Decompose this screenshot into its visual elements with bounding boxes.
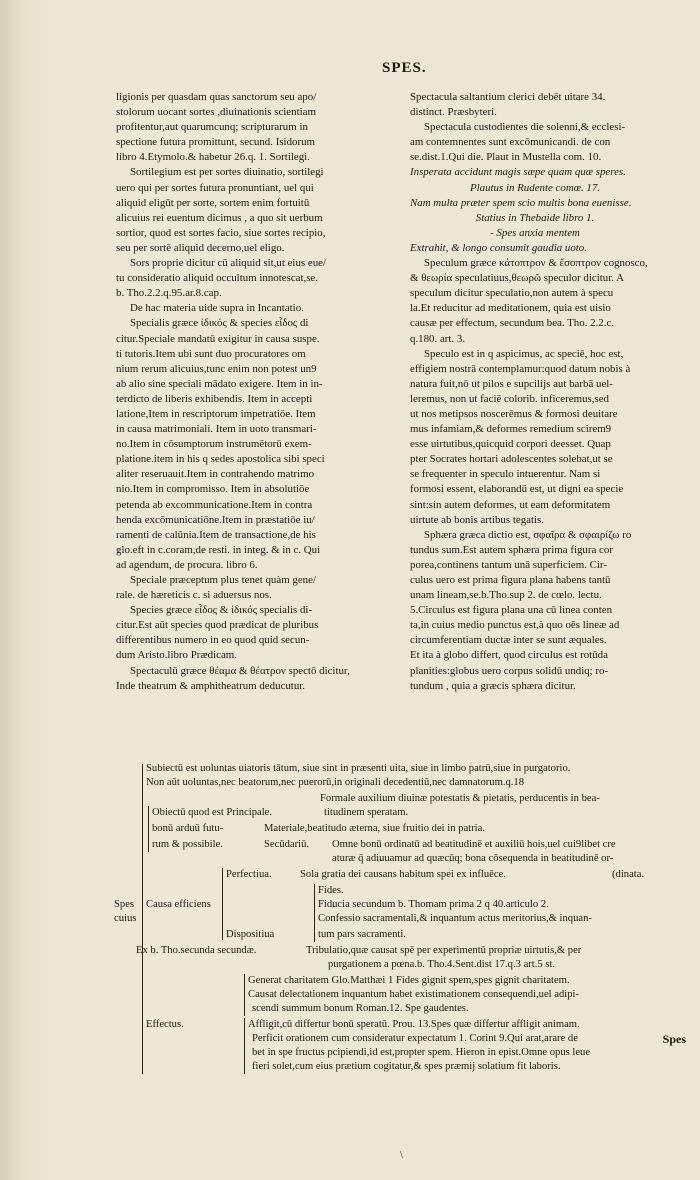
tree-line: Tribulatio,quæ causat spē per experimentū propriæ uirtutis,& per: [306, 945, 582, 956]
text-line: uirtute ab bonis artibus tegatis.: [410, 513, 544, 526]
tree-line: Non aūt uoluntas,nec beatorum,nec puerorū,in originali decedentiū,nec damnatorum.q.18: [146, 777, 525, 788]
text-line: ab alio sine speciali mādato exigere. Item in in-: [116, 377, 323, 390]
text-line: nium rerum alicuius,tunc enim non potest un9: [116, 362, 317, 375]
text-line: uero qui per sortes futura pronuntiant, uel qui: [116, 181, 314, 194]
text-line: Spectacula saltantium clerici debēt uitare 34.: [410, 91, 606, 103]
text-line: dum Aristo.libro Prædicam.: [116, 649, 238, 662]
text-line: b. Tho.2.2.q.95.ar.8.cap.: [116, 287, 222, 300]
text-line: Sors proprie dicitur cū aliquid sit,ut eius eue/: [130, 257, 326, 270]
brace: [142, 764, 143, 792]
tree-line: Sola gratia dei causans habitum spei ex influēce.: [300, 869, 506, 880]
tree-line: Secūdariū.: [264, 839, 310, 850]
text-line: Species græce εἶδος & ἰδικός specialis di-: [130, 604, 313, 617]
tree-line: Fiducia secundum b. Thomam prima 2 q 40.articulo 2.: [318, 899, 549, 910]
text-line: Insperata accidunt magis sæpe quam quæ speres.: [410, 166, 626, 179]
tree-line: rum & possibile.: [152, 839, 223, 850]
tree-line: Causat delectationem inquantum habet existimationem consequendi,uel adipi-: [248, 989, 579, 1000]
text-line: aliter reseruauit.Item in contrahendo matrimo: [116, 468, 315, 481]
catchword: Spes: [662, 1032, 686, 1046]
text-line: se.dist.1.Qui die. Plaut in Mustella com. 10.: [410, 151, 602, 164]
brace: [222, 868, 223, 940]
tree-line: Fides.: [318, 885, 344, 896]
brace: [314, 884, 315, 942]
text-line: henda excōmunicatiōne.Item in præstatiōe iu/: [116, 513, 315, 526]
text-line: Speciale præceptum plus tenet quàm gene/: [130, 574, 316, 586]
text-line: terdicto de liberis exhibendis. Item in accepti: [116, 392, 313, 405]
text-line: Spectaculū græce θέαμα & θέατρον spectō dicitur,: [130, 664, 350, 677]
tree-line: Ex b. Tho.secunda secundæ.: [136, 945, 257, 956]
text-line: Statius in Thebaide libro 1.: [475, 211, 595, 224]
text-line: mus infamiam,& deformes remedium scirem9: [410, 423, 612, 436]
tree-label-cuius: cuius: [114, 913, 137, 924]
tree-line: bonū arduū futu-: [152, 823, 224, 834]
brace: [142, 792, 143, 1074]
text-line: & θεωρία speculatiuus,θεωρῶ speculor dicitur. A: [410, 272, 624, 285]
text-line: Specialis græce ἰδικός & species εἶδος di: [130, 317, 309, 330]
text-line: la.Et reducitur ad meditationem, quia est uisio: [410, 302, 611, 315]
text-line: natura fuit,nō ut pilos e supcilijs aut barbā uel-: [410, 377, 613, 390]
text-line: platione.item in his q sedes apostolica sibi speci: [116, 453, 325, 466]
text-line: spectione futura promittunt, secund. Isidorum: [116, 136, 316, 149]
text-line: leremus, non ut faciē colorib. inficeremus,sed: [410, 392, 609, 405]
text-line: ligionis per quasdam quas sanctorum seu apo/: [116, 91, 317, 103]
text-line: citur.Est aūt species quod prædicat de pluribus: [116, 619, 319, 632]
text-line: ta,in cuius medio punctus est,à quo oēs lineæ ad: [410, 619, 620, 632]
tree-line: Perfectiua.: [226, 869, 272, 880]
running-header: SPES.: [382, 60, 427, 76]
text-line: q.180. art. 3.: [410, 332, 466, 345]
spes-diagram: [112, 762, 672, 1142]
text-line: - Spes anxia mentem: [490, 226, 580, 239]
text-line: libro 4.Etymolo.& habetur 26.q. 1. Sortilegi.: [116, 151, 310, 164]
text-line: Speculo est in q aspicimus, ac speciē, hoc est,: [424, 347, 624, 360]
text-line: planities:globus uero corpus solidū undiq; ro-: [410, 664, 609, 677]
text-line: Inde theatrum & amphitheatrum deducutur.: [116, 679, 306, 692]
text-line: sint:sin autem deformes, ut eam deformitatem: [410, 498, 611, 511]
tree-line: fieri solet,cum eius prætium cogitatur,& spes præmij solatium fit laboris.: [252, 1061, 561, 1072]
tree-line: Formale auxilium diuinæ potestatis & pietatis, perducentis in bea-: [320, 793, 600, 804]
text-line: tu consideratio aliquid occultum innotescat,se.: [116, 272, 319, 285]
tree-label-effectus: Effectus.: [146, 1019, 184, 1030]
text-line: citur.Speciale mandatū exigitur in causa suspe.: [116, 332, 320, 345]
text-line: Sphæra græca dictio est, σφαῖρα & σφαιρίζω ro: [424, 528, 632, 541]
text-line: Plautus in Rudente comœ. 17.: [469, 181, 601, 194]
text-line: esse uirtutibus,quicquid corpori deesset. Quap: [410, 438, 611, 451]
text-line: formosi essent, elaborandū est, ut digni ea specie: [410, 483, 624, 496]
text-line: Speculum græce κάτοπτρον & ἔσοπτρον cognosco,: [424, 257, 648, 270]
text-line: Spectacula custodientes die solenni,& ecclesi-: [424, 121, 626, 134]
text-line: aliquid eligūt per sorte, sortem enim fortuitū: [116, 196, 310, 209]
text-line: differentibus numero in eo quod quid secun-: [116, 634, 310, 647]
tree-line: Causa efficiens: [146, 899, 211, 910]
ink-mark: \: [400, 1150, 403, 1161]
tree-line: Materiale,beatitudo æterna, siue fruitio dei in patria.: [264, 823, 485, 834]
brace: [148, 806, 149, 852]
text-line: am contemnentes sunt excōmunicandi. de con: [410, 136, 611, 149]
tree-line: (dinata.: [612, 869, 645, 880]
text-line: unam lineam,se.b.Tho.sup 2. de cœlo. lectu.: [410, 589, 602, 602]
text-line: circumferentiam ductæ inter se sunt æquales.: [410, 634, 607, 647]
text-line: Extrahit, & longo consumit gaudia uoto.: [410, 241, 587, 254]
text-line: pter Socrates hortari adolescentes solebat,ut se: [410, 453, 613, 466]
tree-line: Omne bonū ordinatū ad beatitudinē et auxiliū hois,uel cui9libet cre: [332, 839, 616, 850]
text-line: Et ita à globo differt, quod circulus est rotūda: [410, 649, 608, 662]
brace: [244, 974, 245, 1016]
text-line: in causa matrimoniali. Item in uoto transmari-: [116, 423, 317, 436]
text-line: ut nos metipsos noscerēmus & formosi deuitare: [410, 407, 618, 420]
text-line: se frequenter in speculo intuerentur. Nam si: [410, 468, 601, 481]
text-line: ad agendum, de procura. libro 6.: [116, 558, 258, 571]
text-line: rale. de hæreticis c. si aduersus nos.: [116, 589, 272, 602]
text-line: effigiem nostrā contemplamur:quod datum nobis à: [410, 362, 631, 375]
tree-line: titudinem speratam.: [324, 807, 409, 818]
text-line: seu per sortē aliquid decerno,uel eligo.: [116, 241, 285, 254]
text-line: culus uero est prima figura plana habens tantū: [410, 574, 611, 586]
tree-line: Obiectū quod est Principale.: [152, 807, 273, 818]
text-line: porea,continens tantum unā superficiem. Cir-: [410, 558, 607, 571]
tree-line: scendi summum bonum Roman.12. Spe gaudentes.: [252, 1003, 469, 1014]
tree-line: Generat charitatem Glo.Matthæi 1 Fides gignit spem,spes gignit charitatem.: [248, 975, 570, 986]
text-line: distinct. Præsbyteri.: [410, 106, 497, 119]
tree-line: Affligit,cū differtur bonū speratū. Prou. 13.Spes quæ differtur affligit animam.: [248, 1019, 580, 1030]
tree-line: tum pars sacramenti.: [318, 929, 406, 940]
right-text-column: [410, 90, 680, 694]
text-line: ti tutoris.Item ubi sunt duo procuratores om: [116, 347, 306, 360]
text-line: stolorum uocant sortes ,diuinationis scientiam: [116, 106, 316, 119]
text-line: Nam multa præter spem scio multis bona euenisse.: [410, 196, 632, 209]
text-line: no.Item in cōsumptorum instrumētorū exem-: [116, 438, 312, 451]
text-line: latione,Item in rescriptorum impetratiōe. Item: [116, 407, 316, 420]
text-line: speculum dicitur speculatio,non autem à specu: [410, 287, 614, 300]
text-line: alicuius rei euentum dicimus , a quo sit uerbum: [116, 211, 323, 224]
brace: [244, 1018, 245, 1074]
text-line: tundus sum.Est autem sphæra prima figura cor: [410, 543, 613, 556]
text-line: 5.Circulus est figura plana una cū linea conten: [410, 604, 613, 617]
text-line: profitentur,aut quarumcunq; scripturarum in: [116, 121, 308, 134]
text-line: De hac materia uide supra in Incantatio.: [130, 302, 304, 315]
text-line: ramenti de calūnia.Item de transactione,de his: [116, 528, 316, 541]
left-text-column: [116, 90, 396, 694]
text-line: causæ per effectum, secundum bea. Tho. 2.2.c.: [410, 317, 615, 330]
tree-line: Subiectū est uoluntas uiatoris tātum, siue sint in præsenti uita, siue in limbo patrū,siue in purgatorio.: [146, 763, 571, 774]
tree-line: Dispositiua: [226, 929, 275, 940]
text-line: nio.Item in compromisso. Item in absolutiōe: [116, 483, 310, 496]
tree-line: Perficit orationem cum consideratur expectatum 1. Corint 9.Qui arat,arare de: [252, 1033, 578, 1044]
text-line: tundum , quia a græcis sphæra dicitur.: [410, 679, 576, 692]
tree-line: purgationem a pœna.b. Tho.4.Sent.dist 17.q.3 art.5 st.: [328, 959, 556, 970]
tree-line: bet in spe fructus pcipiendi,id est,propter spem. Hieron in epist.Omne opus leue: [252, 1047, 591, 1058]
text-line: sortior, quod est sortes facio, siue sortes recipio,: [116, 226, 326, 239]
tree-label-spes: Spes: [114, 899, 135, 910]
text-line: Sortilegium est per sortes diuinatio, sortilegi: [130, 166, 324, 179]
text-line: petenda ab excommunicatione.Item in contra: [116, 498, 313, 511]
tree-line: aturæ q̄ adiuuamur ad quæcūq; bona cōsequenda in beatitudinē or-: [332, 853, 614, 864]
text-line: glo.eft in c.coram,de resti. in integ. & in c. Qui: [116, 543, 321, 556]
tree-line: Confessio sacramentali,& inquantum actus meritorius,& inquan-: [318, 913, 592, 924]
